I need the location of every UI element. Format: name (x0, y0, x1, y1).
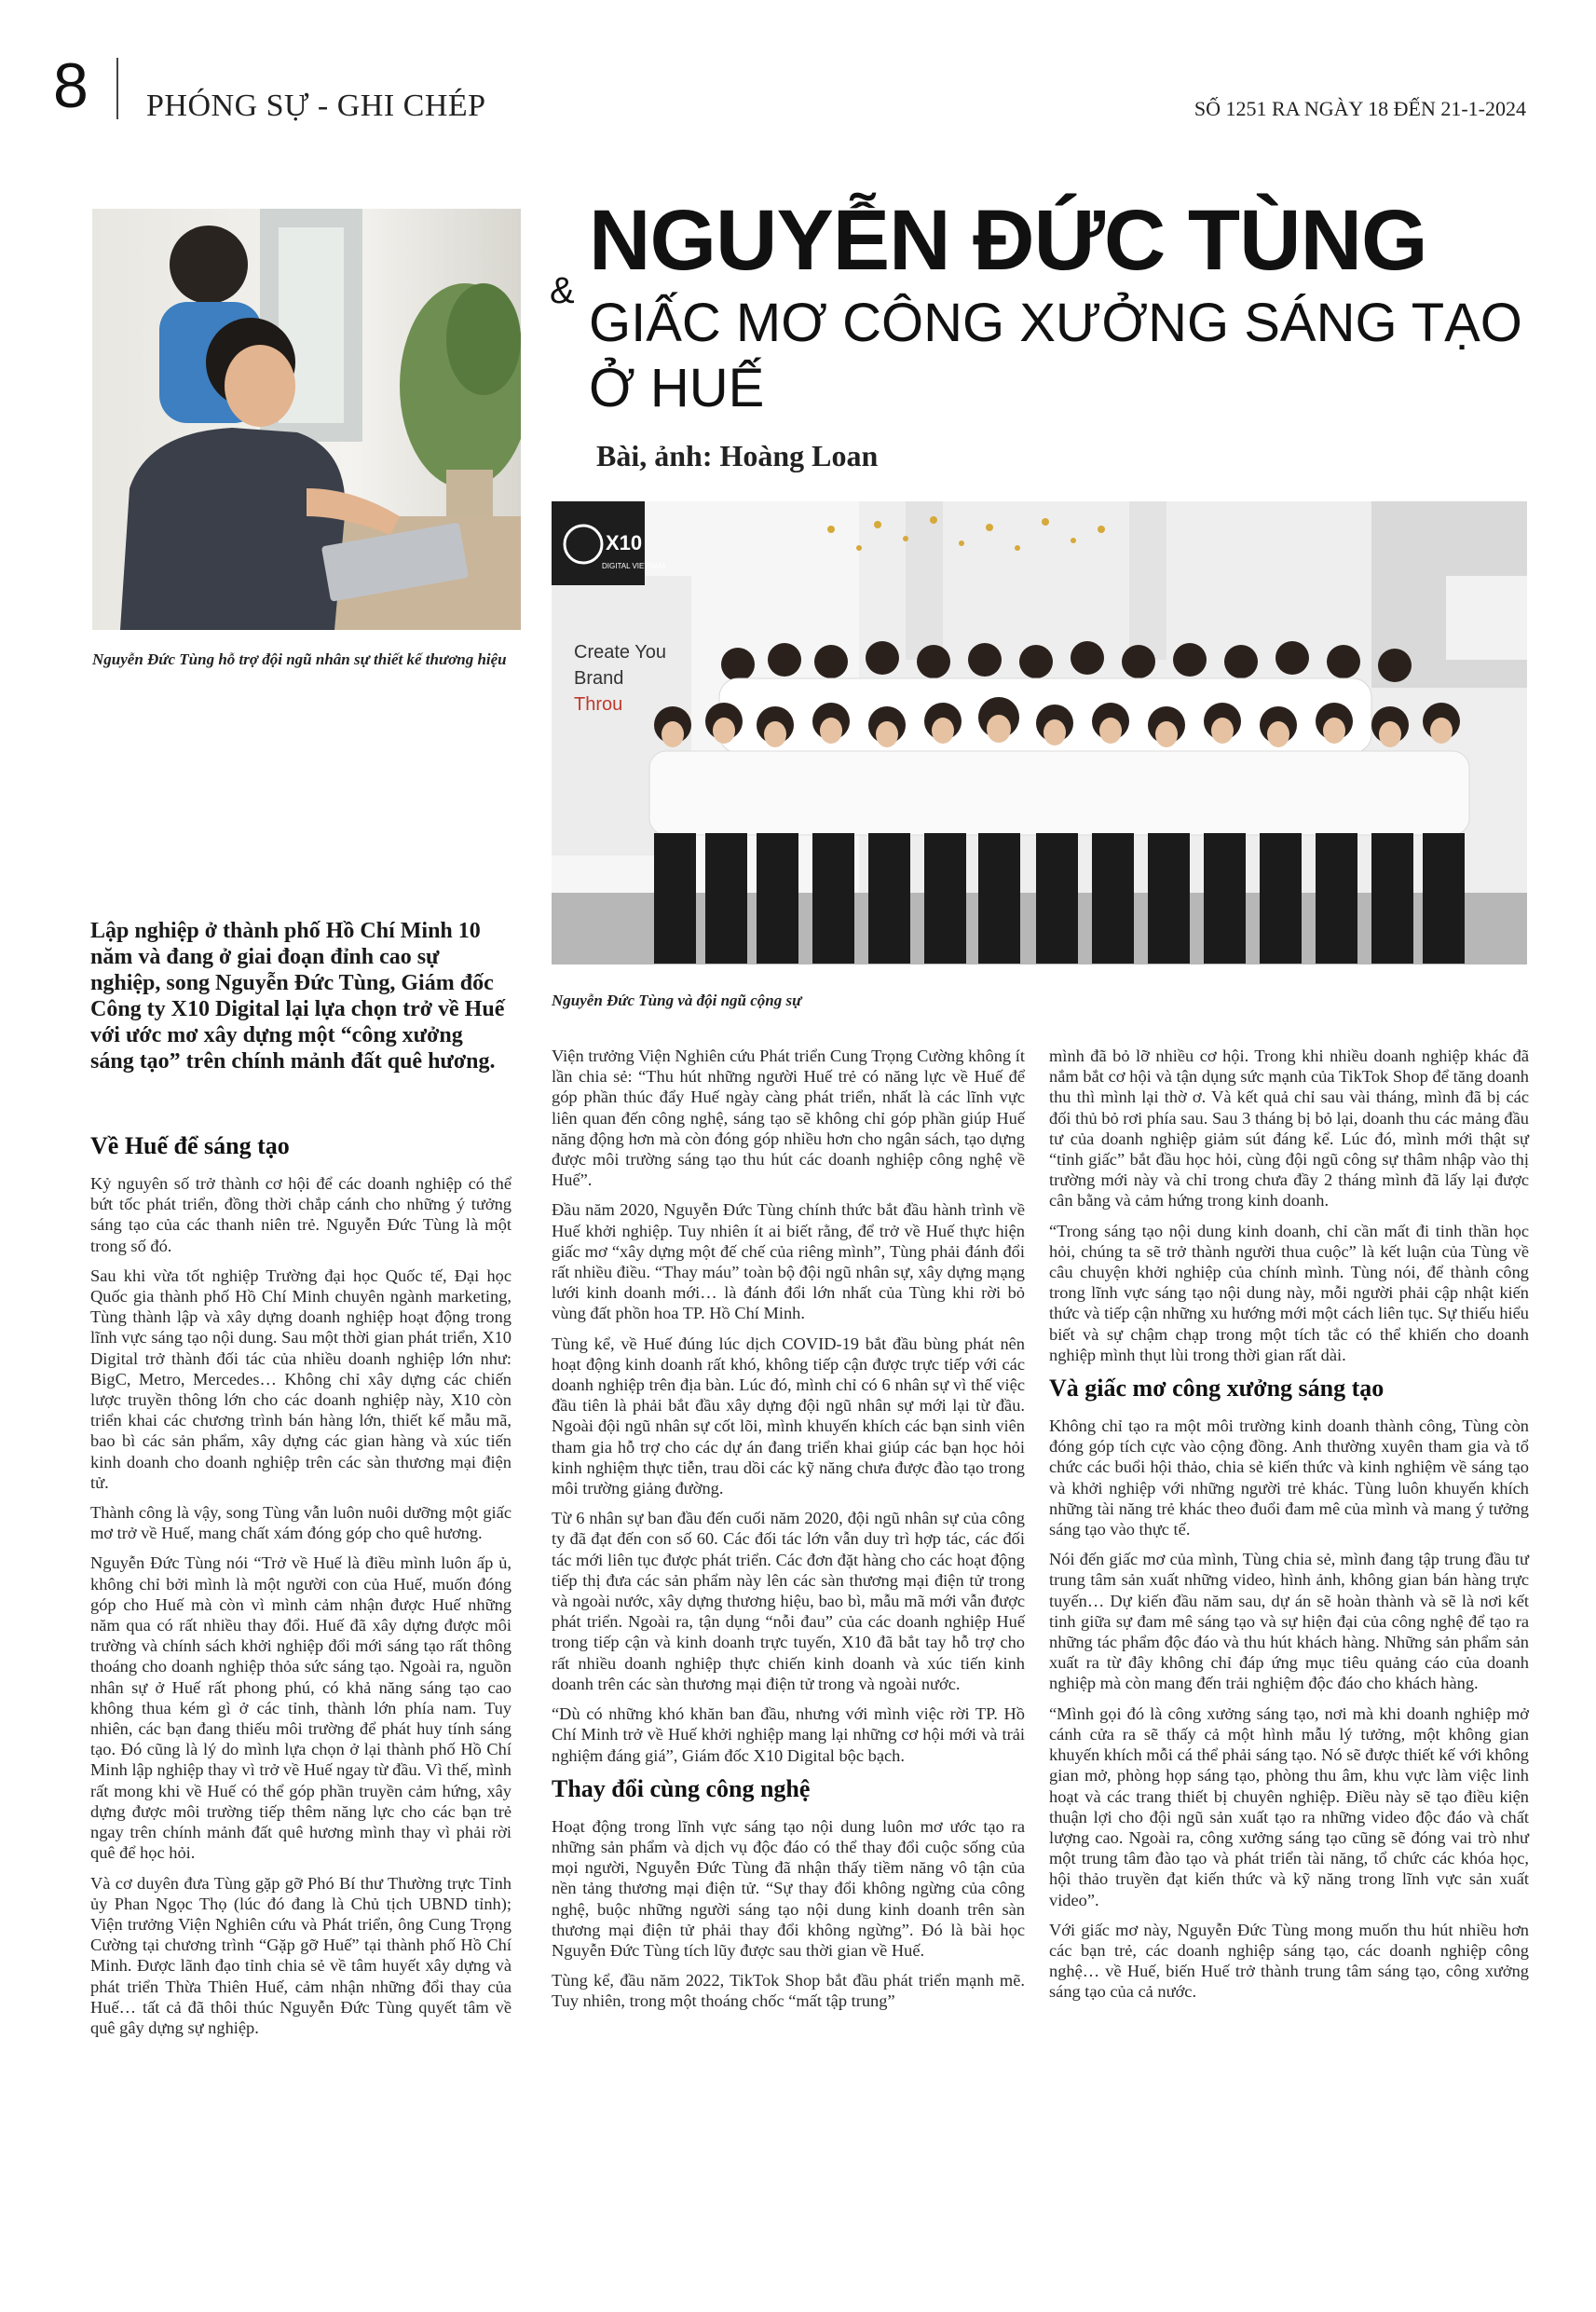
byline: Bài, ảnh: Hoàng Loan (596, 439, 879, 472)
paragraph: Tùng kể, về Huế đúng lúc dịch COVID-19 bắt đầu bùng phát nên hoạt động kinh doanh rất khó, không tiếp cận được trực tiếp với các doanh nghiệp trên địa bàn. Lúc đó, mình chỉ có 6 nhân sự vì thế việc đầu tiên là phải bắt đầu xây dựng đội ngũ nhân sự mới lại từ đầu. Ngoài đội ngũ nhân sự cốt lõi, mình khuyến khích các bạn sinh viên tham gia hỗ trợ cho các dự án đang triển khai giúp các bạn học hỏi kinh nghiệm thực tiễn, trau dồi các kỹ năng chưa được đào tạo trong môi trường giảng đường. (552, 1334, 1025, 1498)
title-ampersand: & (550, 270, 575, 311)
paragraph: Và cơ duyên đưa Tùng gặp gỡ Phó Bí thư Thường trực Tỉnh ủy Phan Ngọc Thọ (lúc đó đang là Chủ tịch UBND tỉnh); Viện trưởng Viện Nghiên cứu và Phát triển, ông Cung Trọng Cường tại chương trình “Gặp gỡ Huế” tại thành phố Hồ Chí Minh. Được lãnh đạo tỉnh chia sẻ về tâm huyết xây dựng và phát triển Thừa Thiên Huế, cảm nhận những đổi thay của Huế… tất cả đã thôi thúc Nguyễn Đức Tùng quyết tâm về quê gây dựng sự nghiệp. (90, 1873, 512, 2037)
paragraph: Đầu năm 2020, Nguyễn Đức Tùng chính thức bắt đầu hành trình về Huế khởi nghiệp. Tuy nhiên ít ai biết rằng, để trở về Huế thực hiện giấc mơ “xây dựng một đế chế của riêng mình”, Tùng phải đánh đổi rất nhiều điều. “Thay máu” toàn bộ đội ngũ nhân sự, xây dựng mạng lưới kinh doanh mới… là đánh đổi lớn nhất của Tùng khi rời bỏ vùng đất phồn hoa TP. Hồ Chí Minh. (552, 1200, 1025, 1323)
photo-team (552, 501, 1527, 964)
article-subtitle: GIẤC MƠ CÔNG XƯỞNG SÁNG TẠO Ở HUẾ (589, 293, 1522, 418)
paragraph: “Dù có những khó khăn ban đầu, nhưng với mình việc rời TP. Hồ Chí Minh trở về Huế khởi nghiệp mang lại những cơ hội mới và trải nghiệm đáng giá”, Giám đốc X10 Digital bộc bạch. (552, 1704, 1025, 1765)
paragraph: Tùng kể, đầu năm 2022, TikTok Shop bắt đầu phát triển mạnh mẽ. Tuy nhiên, trong một thoáng chốc “mất tập trung” (552, 1971, 1025, 2011)
subheading-giac-mo: Và giấc mơ công xưởng sáng tạo (1049, 1375, 1385, 1402)
article-lead: Lập nghiệp ở thành phố Hồ Chí Minh 10 năm và đang ở giai đoạn đỉnh cao sự nghiệp, song Nguyễn Đức Tùng, Giám đốc Công ty X10 Digital lại lựa chọn trở về Huế với ước mơ xây dựng một “công xưởng sáng tạo” trên chính mảnh đất quê hương. (90, 919, 505, 1074)
subheading-ve-hue: Về Huế để sáng tạo (90, 1132, 290, 1159)
paragraph: Sau khi vừa tốt nghiệp Trường đại học Quốc tế, Đại học Quốc gia thành phố Hồ Chí Minh chuyên ngành marketing, Tùng thành lập và xây dựng doanh nghiệp hoạt động trong lĩnh vực sáng tạo nội dung. Sau một thời gian phát triển, X10 Digital trở thành đối tác của nhiều doanh nghiệp lớn như: BigC, Metro, Mercedes… Không chỉ xây dựng các chiến lược truyền thông lớn cho các doanh nghiệp này, X10 còn triển khai các chương trình bán hàng lớn, thiết kế mẫu mã, bao bì các sản phẩm, xây dựng các gian hàng và xúc tiến kinh doanh cho doanh nghiệp trên các sàn thương mại điện tử. (90, 1265, 512, 1492)
article-column-1 (90, 1132, 512, 2047)
section-title: PHÓNG SỰ - GHI CHÉP (146, 89, 486, 123)
paragraph: “Trong sáng tạo nội dung kinh doanh, chỉ cần mất đi tinh thần học hỏi, chúng ta sẽ trở thành người thua cuộc” là kết luận của Tùng về câu chuyện khởi nghiệp của chính mình. Tùng nói, để thành công trong lĩnh vực sáng tạo nội dung này, mỗi người phải cập nhật kiến thức và tiếp cận những xu hướng mới một cách liên tục. Sự thiếu hiểu biết và sự chậm chạp trong một tích tắc có thể khiến cho doanh nghiệp mình thụt lùi trong thời gian rất dài. (1049, 1221, 1529, 1364)
paragraph: Với giấc mơ này, Nguyễn Đức Tùng mong muốn thu hút nhiều hơn các bạn trẻ, các doanh nghiệp sáng tạo, các doanh nghiệp công nghệ… về Huế, biến Huế trở thành trung tâm sáng tạo, công xưởng sáng tạo của cả nước. (1049, 1920, 1529, 2002)
paragraph: mình đã bỏ lỡ nhiều cơ hội. Trong khi nhiều doanh nghiệp khác đã nắm bắt cơ hội và tận dụng sức mạnh của TikTok Shop để tăng doanh thu thì mình lại thờ ơ. Và kết quả chỉ sau vài tháng, mình đã bị các đối thủ bỏ rơi phía sau. Sau 3 tháng bị bỏ lại, doanh thu các mảng đầu tư của doanh nghiệp giảm sút đáng kể. Lúc đó, mình mới thật sự “tỉnh giấc” bắt đầu học hỏi, cùng đội ngũ công sự thâm nhập vào thị trường mới này và chỉ trong chưa đầy 2 tháng mình đã lấy lại được cân bằng và cảm hứng trong kinh doanh. (1049, 1047, 1529, 1211)
x10-logo-subtext: DIGITAL VIETNAM (602, 562, 666, 570)
paragraph: Hoạt động trong lĩnh vực sáng tạo nội dung luôn mơ ước tạo ra những sản phẩm và dịch vụ độc đáo có thể thay đổi cuộc sống của mọi người, Nguyễn Đức Tùng đã nhận thấy tiềm năng vô tận của nền tảng thương mại điện tử. “Sự thay đổi không ngừng của công nghệ, buộc những người sáng tạo nội dung kinh doanh trên sàn thương mại điện tử phải thay đổi không ngừng”. Đó là bài học Nguyễn Đức Tùng tích lũy được sau thời gian về Huế. (552, 1816, 1025, 1960)
banner-text-line2: Brand (574, 668, 624, 689)
subheading-thay-doi: Thay đổi cùng công nghệ (552, 1774, 811, 1802)
page-number: 8 (53, 50, 89, 121)
article-column-2 (552, 1046, 1025, 2021)
article-column-3 (1049, 1046, 1529, 2012)
header-divider (116, 58, 118, 119)
paragraph: Nguyễn Đức Tùng nói “Trở về Huế là điều mình luôn ấp ủ, không chỉ bởi mình là một người con của Huế, muốn đóng góp cho Huế mà còn vì mình cảm nhận được Huế những năm qua có rất nhiều thay đổi. Huế đã xây dựng được môi trường và chính sách khởi nghiệp đổi mới sáng tạo rất thông thoáng cho doanh nghiệp thỏa sức sáng tạo. Ngoài ra, nguồn nhân sự ở Huế rất phong phú, có khả năng sáng tạo cao không thua kém gì ở các tỉnh, thành lớn phía nam. Tuy nhiên, các bạn đang thiếu môi trường để phát huy tính sáng tạo. Đó cũng là lý do mình lựa chọn ở lại thành phố Hồ Chí Minh lập nghiệp thay vì trở về Huế ngay từ đầu. Vì thế, mình rất mong khi về Huế có thể góp phần truyền cảm hứng, xây dựng được môi trường tiếp thêm năng lực cho các bạn trẻ ngay trên chính mảnh đất quê hương mình thay vì phải rời quê để học hỏi. (90, 1553, 512, 1863)
article-title: NGUYỄN ĐỨC TÙNG (589, 193, 1427, 288)
paragraph: Nói đến giấc mơ của mình, Tùng chia sẻ, mình đang tập trung đầu tư trung tâm sản xuất những video, hình ảnh, không gian bán hàng trực tuyến… Dự kiến đầu năm sau, dự án sẽ hoàn thành và sẽ là nơi kết tinh giữa sự đam mê sáng tạo và sự hiện đại của công nghệ để tạo ra những tác phẩm độc đáo và thu hút khách hàng. Những sản phẩm sản xuất ra từ đây không chỉ đáp ứng mục tiêu quảng cáo của doanh nghiệp mà còn mang đến trải nghiệm độc đáo cho khách hàng. (1049, 1550, 1529, 1693)
paragraph: Không chỉ tạo ra một môi trường kinh doanh thành công, Tùng còn đóng góp tích cực vào cộng đồng. Anh thường xuyên tham gia và tổ chức các buổi hội thảo, chia sẻ kiến thức và kinh nghiệm về sáng tạo và khởi nghiệp với những người trẻ khác. Tùng luôn khuyến khích những tài năng trẻ khác theo đuổi đam mê của mình và mang ý tưởng sáng tạo vào thực tế. (1049, 1416, 1529, 1539)
paragraph: Từ 6 nhân sự ban đầu đến cuối năm 2020, đội ngũ nhân sự của công ty đã đạt đến con số 60. Các đối tác lớn vẫn duy trì hợp tác, các đối tác mới liên tục được phát triển. Các đơn đặt hàng cho các hoạt động tiếp thị đưa các sản phẩm này lên các sàn thương mại điện tử trong và ngoài nước, xây dựng thương hiệu, bao bì, mẫu mã mới vẫn được phát triển. Ngoài ra, tận dụng “nỗi đau” của các doanh nghiệp Huế trong tiếp cận và kinh doanh trực tuyến, X10 đã bắt tay hỗ trợ cho rất nhiều doanh nghiệp thực chiến kinh doanh và xúc tiến kinh doanh trên các sàn thương mại điện tử trong và ngoài nước. (552, 1509, 1025, 1693)
paragraph: Kỷ nguyên số trở thành cơ hội để các doanh nghiệp có thể bứt tốc phát triển, đồng thời chắp cánh cho những ý tưởng sáng tạo của các thanh niên trẻ. Nguyễn Đức Tùng là một trong số đó. (90, 1174, 512, 1255)
photo-working-at-laptop (92, 209, 521, 630)
x10-logo-text: X10 (606, 531, 643, 554)
paragraph: “Mình gọi đó là công xưởng sáng tạo, nơi mà khi doanh nghiệp mở cánh cửa ra sẽ thấy cả một hình mẫu lý tưởng, một không gian khuyến khích mỗi cá thể phải sáng tạo. Nó sẽ được thiết kế với không gian mở, phòng họp sáng tạo, phòng thu âm, khu vực làm việc linh hoạt và các trang thiết bị chuyên nghiệp. Điều này sẽ tạo điều kiện thuận lợi cho đội ngũ sản xuất tạo ra những video độc đáo và chất lượng cao. Ngoài ra, công xưởng sáng tạo cũng sẽ đóng vai trò như một trung tâm đào tạo và phát triển tài năng, tổ chức các khóa học, hội thảo truyền đạt kiến thức và kỹ năng trong lĩnh vực sản xuất video”. (1049, 1703, 1529, 1909)
paragraph: Thành công là vậy, song Tùng vẫn luôn nuôi dưỡng một giấc mơ trở về Huế, mang chất xám đóng góp cho quê hương. (90, 1503, 512, 1543)
paragraph: Viện trưởng Viện Nghiên cứu Phát triển Cung Trọng Cường không ít lần chia sẻ: “Thu hút những người Huế trẻ có năng lực về Huế để góp phần thúc đẩy Huế ngày càng phát triển, nhất là các lĩnh vực liên quan đến công nghệ, sáng tạo sẽ không chỉ góp phần giúp Huế năng động hơn mà còn đóng góp nhiều hơn cho ngân sách, tạo dựng được môi trường sáng tạo thu hút các doanh nghiệp công nghệ về Huế”. (552, 1047, 1025, 1190)
banner-text-line3: Throu (574, 694, 623, 715)
photo1-caption: Nguyễn Đức Tùng hỗ trợ đội ngũ nhân sự thiết kế thương hiệu (92, 650, 507, 668)
photo2-caption: Nguyễn Đức Tùng và đội ngũ cộng sự (552, 992, 802, 1009)
issue-info: SỐ 1251 RA NGÀY 18 ĐẾN 21-1-2024 (1194, 97, 1526, 120)
banner-text-line1: Create You (574, 642, 666, 663)
